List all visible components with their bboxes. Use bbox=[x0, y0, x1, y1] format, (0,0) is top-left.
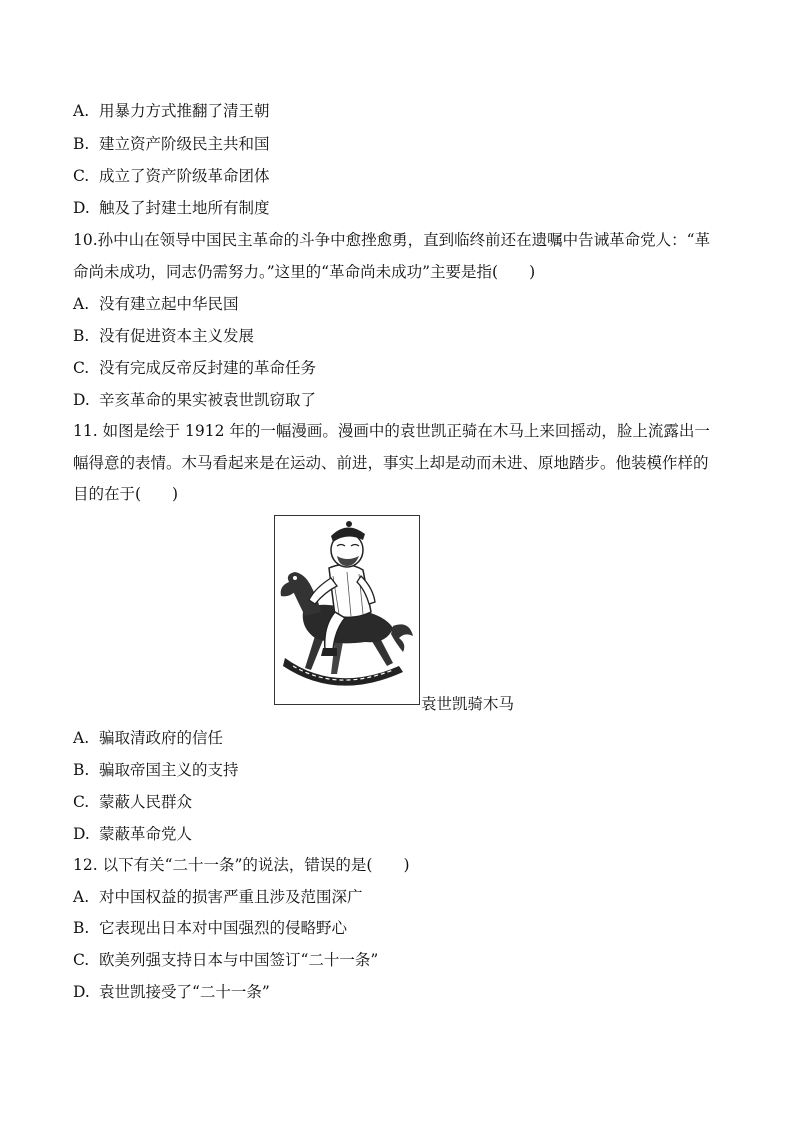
q10-stem-line2: 命尚未成功，同志仍需努力。”这里的“革命尚未成功”主要是指( ) bbox=[73, 263, 536, 281]
q12-option-a: A. 对中国权益的损害严重且涉及范围深广 bbox=[73, 888, 363, 906]
q12-option-b: B. 它表现出日本对中国强烈的侵略野心 bbox=[73, 919, 348, 937]
q10-option-d: D. 辛亥革命的果实被袁世凯窃取了 bbox=[73, 391, 317, 409]
q9-option-b: B. 建立资产阶级民主共和国 bbox=[73, 135, 270, 153]
rocking-horse-cartoon-icon bbox=[275, 516, 419, 704]
q11-stem-line3: 目的在于( ) bbox=[73, 485, 179, 503]
q10-option-b: B. 没有促进资本主义发展 bbox=[73, 327, 255, 345]
q10-option-c: C. 没有完成反帝反封建的革命任务 bbox=[73, 359, 317, 377]
q11-option-b: B. 骗取帝国主义的支持 bbox=[73, 761, 239, 779]
cartoon-caption: 袁世凯骑木马 bbox=[421, 695, 515, 713]
q10-option-a: A. 没有建立起中华民国 bbox=[73, 295, 239, 313]
q10-stem-line1: 10.孙中山在领导中国民主革命的斗争中愈挫愈勇，直到临终前还在遗嘱中告诫革命党人：“革 bbox=[73, 231, 711, 249]
q11-option-d: D. 蒙蔽革命党人 bbox=[73, 825, 193, 843]
q9-option-a: A. 用暴力方式推翻了清王朝 bbox=[73, 102, 270, 120]
q11-option-c: C. 蒙蔽人民群众 bbox=[73, 793, 193, 811]
q9-option-d: D. 触及了封建土地所有制度 bbox=[73, 199, 270, 217]
q9-option-c: C. 成立了资产阶级革命团体 bbox=[73, 167, 270, 185]
q12-stem: 12. 以下有关“二十一条”的说法，错误的是( ) bbox=[73, 856, 410, 874]
q12-option-d: D. 袁世凯接受了“二十一条” bbox=[73, 983, 270, 1001]
q11-option-a: A. 骗取清政府的信任 bbox=[73, 729, 224, 747]
cartoon-image bbox=[274, 515, 420, 705]
q11-stem-line2: 幅得意的表情。木马看起来是在运动、前进，事实上却是动而未进、原地踏步。他装模作样的 bbox=[73, 454, 709, 472]
q11-stem-line1: 11. 如图是绘于 1912 年的一幅漫画。漫画中的袁世凯正骑在木马上来回摇动，脸上流露出一 bbox=[73, 422, 710, 440]
q12-option-c: C. 欧美列强支持日本与中国签订“二十一条” bbox=[73, 951, 379, 969]
